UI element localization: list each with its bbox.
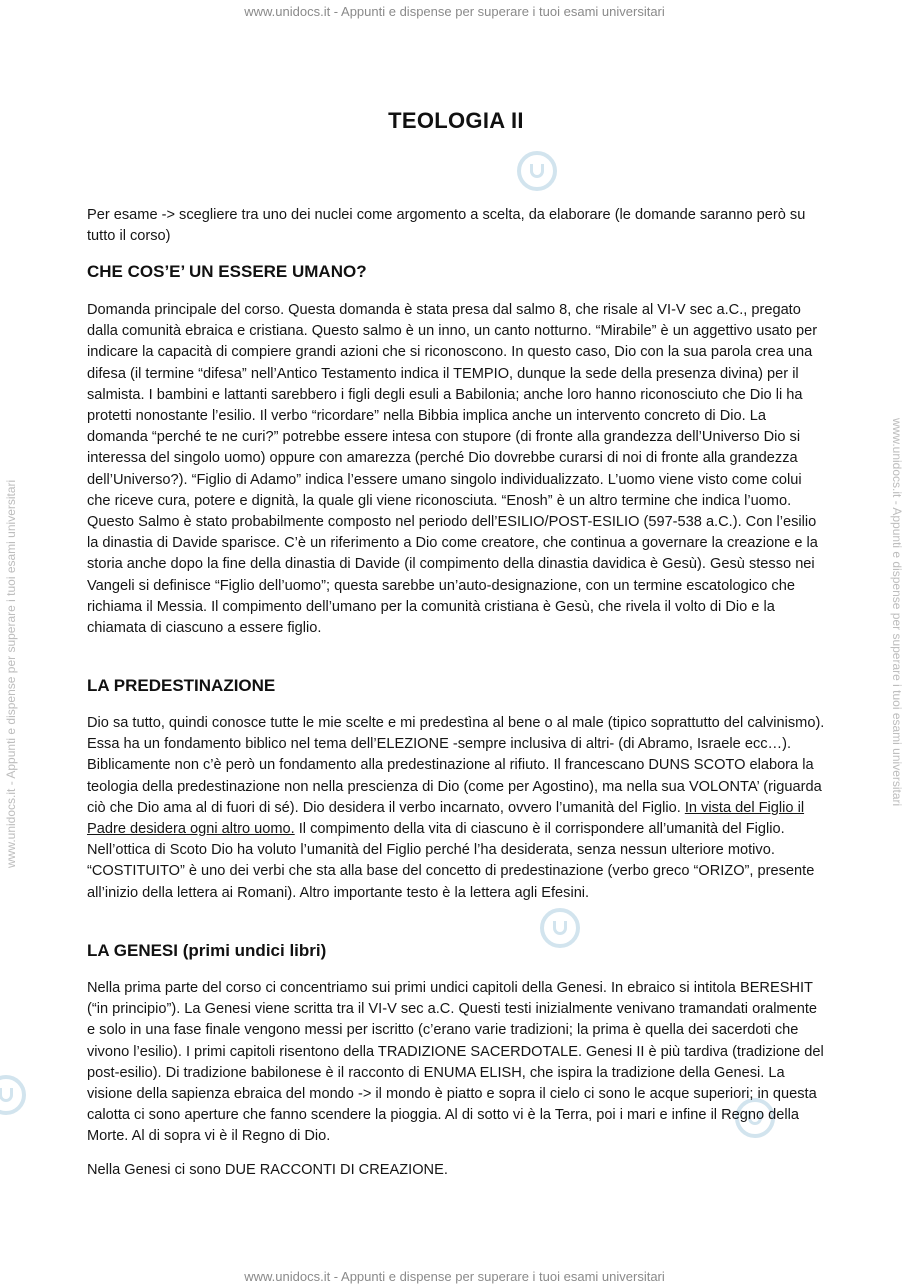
paragraph-text-before: Dio sa tutto, quindi conosce tutte le mie scelte e mi predestìna al bene o al male (tipico soprattutto del calvinismo). Essa ha un fondamento biblico nel tema dell’ELEZIONE -sempre inclusiva di altri- (di Abramo, Israele ecc…). Biblicamente non c’è però un fondamento alla predestinazione al rifiuto. Il francescano DUNS SCOTO elabora la teologia della predestinazione non nella prescienza di Dio (come per Agostino), ma nella sua VOLONTA’ (riguarda ciò che Dio ama al di fuori di sé). Dio desidera il verbo incarnato, ovvero l’umanità del Figlio. [87, 715, 825, 816]
section-paragraph-predestinazione [87, 713, 825, 904]
unidocs-logo-icon [540, 908, 580, 948]
watermark-side-right: www.unidocs.it - Appunti e dispense per superare i tuoi esami universitari [890, 418, 904, 807]
section-heading-genesi: LA GENESI (primi undici libri) [87, 941, 327, 960]
document-title: TEOLOGIA II [388, 108, 524, 133]
intro-paragraph: Per esame -> scegliere tra uno dei nuclei come argomento a scelta, da elaborare (le domande saranno però su tutto il corso) [87, 207, 806, 245]
watermark-side-left: www.unidocs.it - Appunti e dispense per superare i tuoi esami universitari [4, 479, 18, 868]
unidocs-logo-icon [0, 1075, 26, 1115]
watermark-header[interactable]: www.unidocs.it - Appunti e dispense per superare i tuoi esami universitari [244, 4, 665, 19]
watermark-footer[interactable]: www.unidocs.it - Appunti e dispense per superare i tuoi esami universitari [244, 1269, 665, 1284]
closing-line: Nella Genesi ci sono DUE RACCONTI DI CREAZIONE. [87, 1162, 448, 1178]
section-heading-predestinazione: LA PREDESTINAZIONE [87, 676, 276, 695]
section-paragraph-essere-umano: Domanda principale del corso. Questa domanda è stata presa dal salmo 8, che risale al VI-V sec a.C., pregato dalla comunità ebraica e cristiana. Questo salmo è un inno, un canto notturno. “Mirabile” è un aggettivo usato per indicare la capacità di compiere grandi azioni che si riconoscono. In questo caso, Dio con la sua parola crea una difesa (il termine “difesa” nell’Antico Testamento indica il TEMPIO, dunque la sede della presenza divina) per il salmista. I bambini e lattanti sarebbero i figli degli esuli a Babilonia; anche loro hanno riconosciuto che Dio li ha protetti nonostante l’esilio. Il verbo “ricordare” nella Bibbia implica anche un intervento concreto di Dio. La domanda “perché te ne curi?” potrebbe essere intesa con stupore (di fronte alla grandezza dell’Universo Dio si interessa del singolo uomo) oppure con amarezza (perché Dio dovrebbe curarsi di noi di fronte alla grandezza dell’Universo?). “Figlio di Adamo” indica l’essere umano singolo individualizzato. L’uomo viene visto come colui che riceve cura, potere e dignità, la quale gli viene riconosciuta. “Enosh” è un altro termine che indica l’uomo. Questo Salmo è stato probabilmente composto nel periodo dell’ESILIO/POST-ESILIO (597-538 a.C.). Con l’esilio la dinastia di Davide sparisce. C’è un riferimento a Dio come creatore, che continua a governare la creazione e la storia anche dopo la fine della dinastia di Davide (il compimento della dinastia davidica è Gesù). Gesù stesso nei Vangeli si definisce “Figlio dell’uomo”; questa sarebbe un’auto-designazione, con un termine escatologico che richiama il Messia. Il compimento dell’umano per la comunità cristiana è Gesù, che rivela il volto di Dio e la chiamata di ciascuno a essere figlio. [87, 302, 818, 637]
section-heading-essere-umano: CHE COS’E’ UN ESSERE UMANO? [87, 262, 367, 281]
paragraph-text-after: Il compimento della vita di ciascuno è il corrispondere all’umanità del Figlio. Nell’ottica di Scoto Dio ha voluto l’umanità del Figlio perché l’ha desiderata, senza nessun ulteriore motivo. “COSTITUITO” è uno dei verbi che sta alla base del concetto di predestinazione (verbo greco “ORIZO”, presente all’inizio della lettera ai Romani). Altro importante testo è la lettera agli Efesini. [87, 821, 815, 901]
underlined-sentence: In vista del Figlio il Padre desidera ogni altro uomo. [87, 799, 805, 838]
section-paragraph-genesi: Nella prima parte del corso ci concentriamo sui primi undici capitoli della Genesi. In ebraico si intitola BERESHIT (“in principio”). La Genesi viene scritta tra il VI-V sec a.C. Questi testi inizialmente venivano tramandati oralmente e solo in una fase finale vengono messi per iscritto (c’erano varie tradizioni; la prima è quella dei sacerdoti che vivono l’esilio). I primi capitoli risentono della TRADIZIONE SACERDOTALE. Genesi II è più tardiva (tradizione del post-esilio). Di tradizione babilonese è il racconto di ENUMA ELISH, che ispira la tradizione della Genesi. La visione della sapienza ebraica del mondo -> il mondo è piatto e sopra il cielo ci sono le acque superiori; in questa calotta ci sono aperture che fanno scendere la pioggia. Al di sotto vi è la Terra, poi i mari e infine il Regno della Morte. Al di sopra vi è il Regno di Dio. [87, 980, 824, 1145]
unidocs-logo-icon [517, 151, 557, 191]
